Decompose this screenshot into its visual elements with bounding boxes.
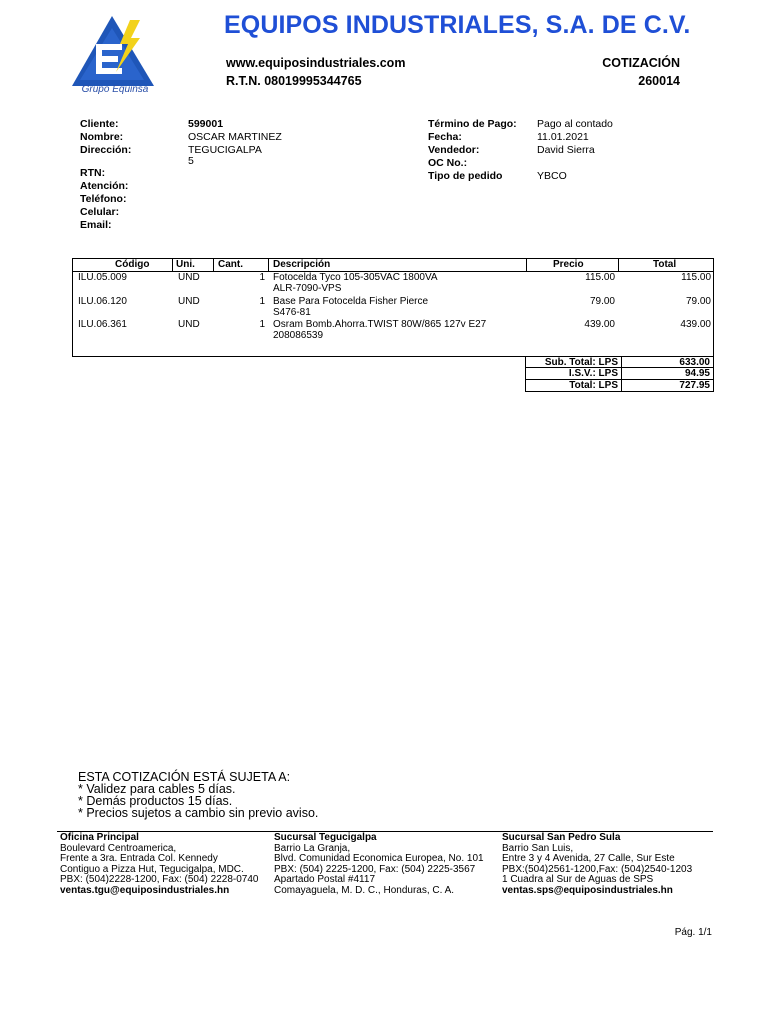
- subtotal-label: Sub. Total: LPS: [544, 357, 618, 368]
- condition-line-3: * Precios sujetos a cambio sin previo aviso.: [78, 806, 319, 820]
- row-2-total: 439.00: [680, 319, 711, 330]
- vendedor-value: David Sierra: [537, 144, 595, 156]
- company-rtn: R.T.N. 08019995344765: [226, 74, 362, 88]
- row-2-precio: 439.00: [584, 319, 615, 330]
- header-precio: Precio: [553, 259, 584, 270]
- document-type: COTIZACIÓN: [602, 56, 680, 70]
- telefono-label: Teléfono:: [80, 193, 127, 205]
- tipo-label: Tipo de pedido: [428, 170, 503, 182]
- vendedor-label: Vendedor:: [428, 144, 480, 156]
- direccion-label: Dirección:: [80, 144, 132, 156]
- row-1-cant: 1: [259, 296, 265, 307]
- main-office-line3: Contiguo a Pizza Hut, Tegucigalpa, MDC.: [60, 863, 244, 875]
- total-value: 727.95: [679, 380, 710, 391]
- footer-main-office: [60, 833, 258, 896]
- header-total: Total: [653, 259, 677, 270]
- tipo-value: YBCO: [537, 170, 567, 182]
- row-0-codigo: ILU.05.009: [78, 272, 127, 283]
- page-number: Pág. 1/1: [674, 927, 712, 938]
- cliente-label: Cliente:: [80, 118, 119, 130]
- logo-caption: Grupo Equinsa: [81, 84, 149, 95]
- row-2-cant: 1: [259, 319, 265, 330]
- direccion-line2: 5: [188, 155, 194, 167]
- row-2-desc-line2: 208086539: [273, 330, 324, 341]
- row-0-total: 115.00: [681, 272, 711, 283]
- sps-line3: PBX:(504)2561-1200,Fax: (504)2540-1203: [502, 863, 693, 875]
- celular-label: Celular:: [80, 206, 120, 218]
- fecha-value: 11.01.2021: [537, 131, 589, 143]
- tegucigalpa-line1: Barrio La Granja,: [274, 842, 351, 854]
- sps-line1: Barrio San Luis,: [502, 842, 574, 854]
- subtotal-value: 633.00: [679, 357, 710, 368]
- isv-value: 94.95: [684, 368, 710, 379]
- condition-line-1: * Validez para cables 5 días.: [78, 782, 236, 796]
- row-0-desc-line1: Fotocelda Tyco 105-305VAC 1800VA: [273, 272, 438, 283]
- row-2-uni: UND: [178, 319, 200, 330]
- cliente-value: 599001: [188, 118, 224, 130]
- isv-row: [525, 368, 714, 380]
- tegucigalpa-line3: PBX: (504) 2225-1200, Fax: (504) 2225-3567: [274, 863, 476, 875]
- row-1-codigo: ILU.06.120: [78, 296, 127, 307]
- row-0-uni: UND: [178, 272, 200, 283]
- nombre-label: Nombre:: [80, 131, 124, 143]
- row-0-desc-line2: ALR-7090-VPS: [273, 283, 342, 294]
- main-office-line2: Frente a 3ra. Entrada Col. Kennedy: [60, 853, 218, 864]
- items-table: [72, 258, 714, 357]
- row-1-desc-line2: S476-81: [273, 307, 311, 318]
- subtotal-row: [525, 356, 714, 368]
- sps-title: Sucursal San Pedro Sula: [502, 832, 621, 843]
- row-1-uni: UND: [178, 296, 200, 307]
- sps-email: ventas.sps@equiposindustriales.hn: [502, 884, 673, 896]
- nombre-value: OSCAR MARTINEZ: [188, 131, 282, 143]
- document-number: 260014: [638, 74, 680, 88]
- sps-line2: Entre 3 y 4 Avenida, 27 Calle, Sur Este: [502, 853, 675, 864]
- footer-tegucigalpa-branch: [274, 833, 484, 896]
- row-1-desc-line1: Base Para Fotocelda Fisher Pierce: [273, 296, 429, 307]
- row-1-precio: 79.00: [589, 296, 615, 307]
- email-label: Email:: [80, 219, 112, 231]
- tegucigalpa-title: Sucursal Tegucigalpa: [274, 832, 377, 843]
- direccion-line1: TEGUCIGALPA: [188, 144, 262, 156]
- isv-label: I.S.V.: LPS: [568, 368, 618, 379]
- items-table-header: [73, 259, 713, 272]
- termino-value: Pago al contado: [537, 118, 613, 130]
- company-website: www.equiposindustriales.com: [226, 56, 406, 70]
- row-1-total: 79.00: [685, 296, 711, 307]
- row-2-desc-line1: Osram Bomb.Ahorra.TWIST 80W/865 127v E27: [273, 319, 487, 330]
- rtn-label: RTN:: [80, 167, 106, 179]
- quotation-conditions: [78, 771, 318, 819]
- header-codigo: Código: [115, 259, 150, 270]
- header-cant: Cant.: [218, 259, 243, 270]
- company-name: EQUIPOS INDUSTRIALES, S.A. DE C.V.: [224, 11, 691, 39]
- header-uni: Uni.: [176, 259, 195, 270]
- total-row: [525, 380, 714, 392]
- tegucigalpa-line2: Blvd. Comunidad Economica Europea, No. 101: [274, 853, 484, 864]
- tegucigalpa-line5: Comayaguela, M. D. C., Honduras, C. A.: [274, 884, 455, 896]
- main-office-line4: PBX: (504)2228-1200, Fax: (504) 2228-0740: [60, 874, 259, 885]
- atencion-label: Atención:: [80, 180, 129, 192]
- main-office-line1: Boulevard Centroamerica,: [60, 842, 177, 854]
- termino-label: Término de Pago:: [428, 118, 517, 130]
- main-office-title: Oficina Principal: [60, 832, 139, 843]
- row-0-cant: 1: [259, 272, 265, 283]
- footer-san-pedro-sula-branch: [502, 833, 692, 896]
- total-label: Total: LPS: [569, 380, 618, 391]
- header-descripcion: Descripción: [273, 259, 331, 270]
- tegucigalpa-line4: Apartado Postal #4117: [274, 874, 376, 885]
- sps-line4: 1 Cuadra al Sur de Aguas de SPS: [502, 874, 654, 885]
- condition-line-2: * Demás productos 15 días.: [78, 794, 233, 808]
- row-0-precio: 115.00: [585, 272, 615, 283]
- row-2-codigo: ILU.06.361: [78, 319, 127, 330]
- main-office-email: ventas.tgu@equiposindustriales.hn: [60, 884, 230, 896]
- oc-label: OC No.:: [428, 157, 468, 169]
- fecha-label: Fecha:: [428, 131, 462, 143]
- conditions-title: ESTA COTIZACIÓN ESTÁ SUJETA A:: [78, 770, 291, 784]
